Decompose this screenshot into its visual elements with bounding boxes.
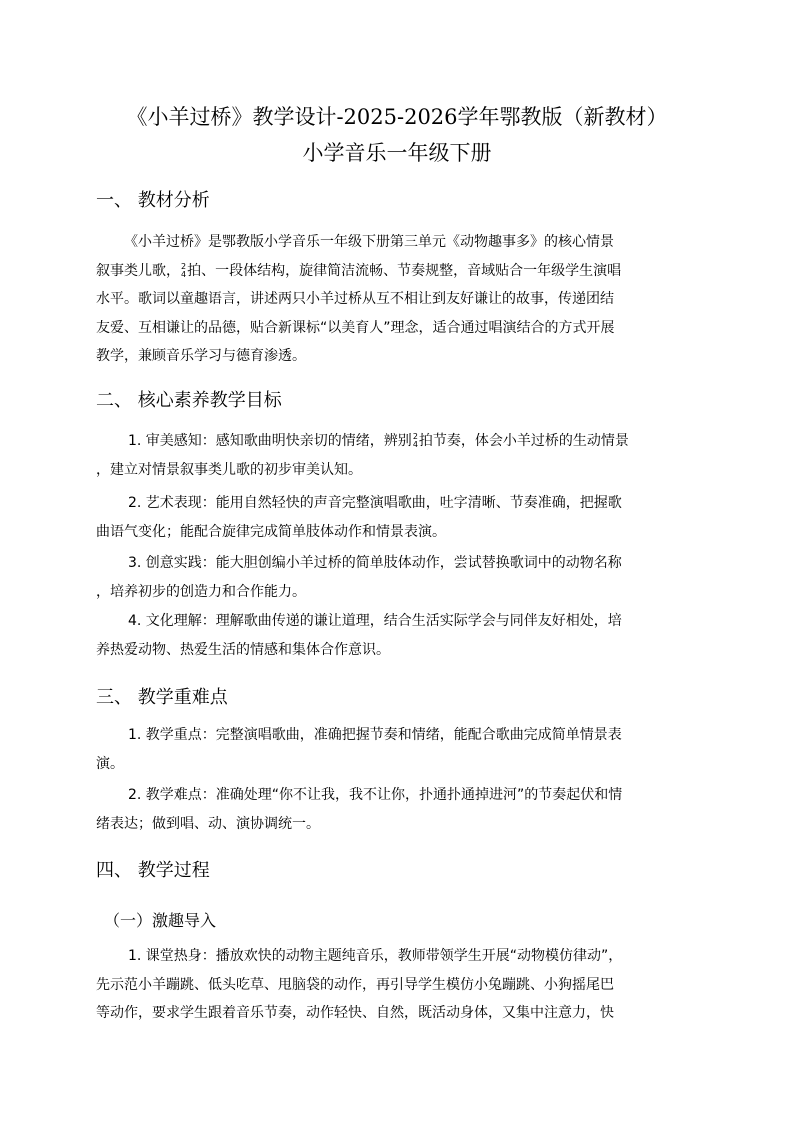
paragraph-text: 拍、一段体结构，旋律简洁流畅、节奏规整，音域贴合一年级学生演唱 xyxy=(187,262,622,279)
paragraph-line: 友爱、互相谦让的品德，贴合新课标“以美育人”理念，适合通过唱演结合的方式开展 xyxy=(96,319,615,336)
time-signature-numerator: 2 xyxy=(181,261,187,271)
objective-item-3 xyxy=(96,549,700,606)
item-text: 1. 审美感知：感知歌曲明快亲切的情绪，辨别 xyxy=(128,433,412,449)
item-line: 绪表达；做到唱、动、演协调统一。 xyxy=(96,815,320,832)
paragraph-line: 《小羊过桥》是鄂教版小学音乐一年级下册第三单元《动物趣事多》的核心情景 xyxy=(124,234,614,250)
item-line: 1. 教学重点：完整演唱歌曲，准确把握节奏和情绪，能配合歌曲完成简单情景表 xyxy=(128,727,622,743)
item-line: 2. 艺术表现：能用自然轻快的声音完整演唱歌曲，吐字清晰、节奏准确，把握歌 xyxy=(128,495,622,511)
item-line: 等动作，要求学生跟着音乐节奏，动作轻快、自然，既活动身体，又集中注意力，快 xyxy=(96,1005,614,1021)
item-line xyxy=(96,427,700,456)
keypoint-item-1 xyxy=(96,721,700,778)
paragraph-text: 叙事类儿歌， xyxy=(96,262,180,279)
item-line: 演。 xyxy=(96,755,124,772)
objective-item-1 xyxy=(96,427,700,484)
section4-heading: 四、 教学过程 xyxy=(96,860,210,881)
keypoint-item-2 xyxy=(96,781,700,838)
item-line: 3. 创意实践：能大胆创编小羊过桥的简单肢体动作，尝试替换歌词中的动物名称 xyxy=(128,555,622,571)
time-signature xyxy=(181,263,186,279)
objective-item-2 xyxy=(96,489,700,546)
process-item-1 xyxy=(96,942,700,1028)
time-signature xyxy=(413,433,418,449)
item-line: 曲语气变化；能配合旋律完成简单肢体动作和情景表演。 xyxy=(96,523,446,540)
section1-heading: 一、 教材分析 xyxy=(96,190,210,211)
time-signature-numerator: 2 xyxy=(412,432,418,441)
item-line: ，培养初步的创造力和合作能力。 xyxy=(96,583,306,600)
paragraph-line xyxy=(96,257,700,286)
time-signature-denominator: 4 xyxy=(412,440,418,449)
item-line: 1. 课堂热身：播放欢快的动物主题纯音乐，教师带领学生开展“动物模仿律动”， xyxy=(128,948,623,964)
document-title-line2: 小学音乐一年级下册 xyxy=(302,141,492,165)
item-line: 4. 文化理解：理解歌曲传递的谦让道理，结合生活实际学会与同伴友好相处，培 xyxy=(128,613,622,629)
objective-item-4 xyxy=(96,607,700,664)
document-title-line1: 《小羊过桥》教学设计-2025-2026学年鄂教版（新教材） xyxy=(126,105,668,129)
paragraph-line: 水平。歌词以童趣语言，讲述两只小羊过桥从互不相让到友好谦让的故事，传递团结 xyxy=(96,291,614,307)
section4-subheading: （一）激趣导入 xyxy=(104,911,217,930)
item-text: 拍节奏，体会小羊过桥的生动情景 xyxy=(418,433,629,449)
paragraph-line: 教学，兼顾音乐学习与德育渗透。 xyxy=(96,348,306,364)
item-line: 2. 教学难点：准确处理“你不让我，我不让你，扑通扑通掉进河”的节奏起伏和情 xyxy=(128,787,623,803)
section1-paragraph xyxy=(96,228,700,371)
time-signature-denominator: 4 xyxy=(181,269,187,279)
item-line: ，建立对情景叙事类儿歌的初步审美认知。 xyxy=(96,461,362,478)
item-line: 养热爱动物、热爱生活的情感和集体合作意识。 xyxy=(96,641,390,658)
item-line: 先示范小羊蹦跳、低头吃草、甩脑袋的动作，再引导学生模仿小兔蹦跳、小狗摇尾巴 xyxy=(96,976,614,993)
section2-heading: 二、 核心素养教学目标 xyxy=(96,390,282,411)
section3-heading: 三、 教学重难点 xyxy=(96,687,228,708)
